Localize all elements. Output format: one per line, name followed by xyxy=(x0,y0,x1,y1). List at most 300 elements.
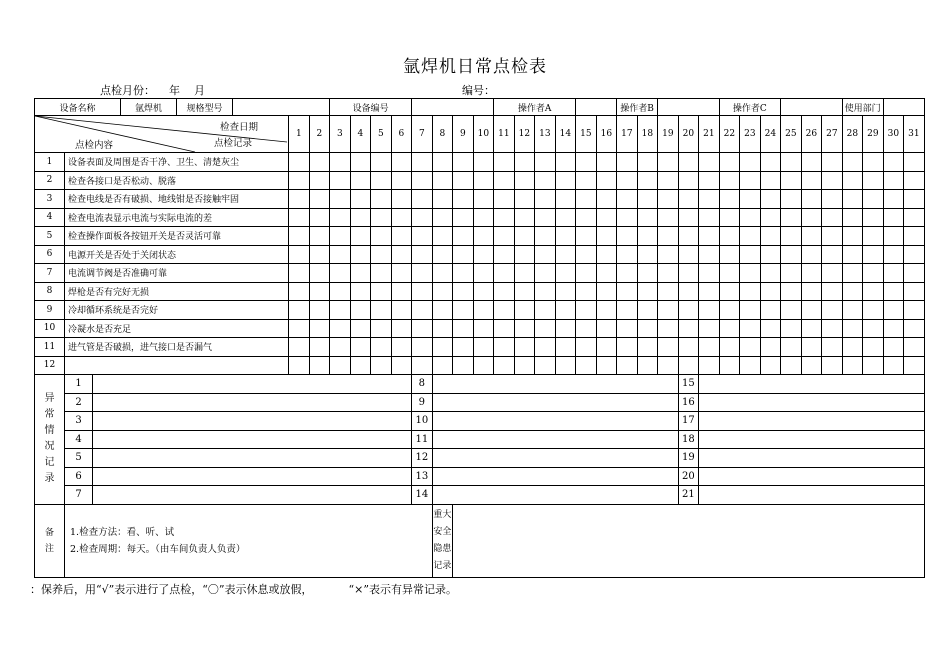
day-header: 27 xyxy=(822,116,843,153)
check-cell xyxy=(514,282,535,301)
check-cell xyxy=(904,245,925,264)
day-header: 18 xyxy=(637,116,658,153)
check-cell xyxy=(781,245,802,264)
check-cell xyxy=(371,227,392,246)
check-cell xyxy=(637,227,658,246)
check-cell xyxy=(453,190,474,209)
check-cell xyxy=(699,319,720,338)
hazard-label-line: 隐患 xyxy=(433,543,452,554)
check-cell xyxy=(699,190,720,209)
check-cell xyxy=(822,153,843,172)
check-cell xyxy=(822,190,843,209)
check-cell xyxy=(391,227,412,246)
check-cell xyxy=(391,208,412,227)
check-cell xyxy=(309,356,330,375)
check-cell xyxy=(699,264,720,283)
check-cell xyxy=(473,356,494,375)
abnormal-no: 19 xyxy=(678,449,699,468)
check-cell xyxy=(432,227,453,246)
check-cell xyxy=(412,356,433,375)
check-cell xyxy=(576,338,597,357)
check-cell xyxy=(617,171,638,190)
table-row xyxy=(35,430,925,449)
check-cell xyxy=(658,264,679,283)
check-cell xyxy=(904,356,925,375)
operator-c-label: 操作者C xyxy=(719,99,781,116)
abnormal-record xyxy=(432,412,678,431)
remarks-label xyxy=(35,504,65,577)
check-cell xyxy=(371,301,392,320)
check-cell xyxy=(494,301,515,320)
check-cell xyxy=(391,245,412,264)
check-cell xyxy=(330,282,351,301)
check-cell xyxy=(617,208,638,227)
check-cell xyxy=(330,208,351,227)
check-cell xyxy=(535,245,556,264)
check-cell xyxy=(904,153,925,172)
check-cell xyxy=(391,282,412,301)
check-cell xyxy=(514,227,535,246)
check-cell xyxy=(822,301,843,320)
check-cell xyxy=(494,171,515,190)
check-cell xyxy=(555,190,576,209)
check-cell xyxy=(617,245,638,264)
check-cell xyxy=(781,190,802,209)
check-cell xyxy=(637,208,658,227)
check-cell xyxy=(863,338,884,357)
check-cell xyxy=(883,245,904,264)
check-cell xyxy=(904,282,925,301)
check-cell xyxy=(494,356,515,375)
check-cell xyxy=(801,356,822,375)
check-cell xyxy=(514,356,535,375)
check-cell xyxy=(330,338,351,357)
check-cell xyxy=(514,338,535,357)
check-cell xyxy=(473,264,494,283)
abnormal-record xyxy=(699,467,925,486)
check-cell xyxy=(801,264,822,283)
check-cell xyxy=(596,227,617,246)
check-cell xyxy=(699,356,720,375)
day-header: 14 xyxy=(555,116,576,153)
check-cell xyxy=(371,319,392,338)
check-cell xyxy=(535,153,556,172)
check-cell xyxy=(555,301,576,320)
check-cell xyxy=(678,338,699,357)
check-cell xyxy=(535,190,556,209)
check-cell xyxy=(494,208,515,227)
day-header: 6 xyxy=(391,116,412,153)
check-cell xyxy=(453,338,474,357)
table-row xyxy=(35,486,925,505)
abnormal-record xyxy=(699,430,925,449)
check-cell xyxy=(309,282,330,301)
item-text: 电流调节阀是否准确可靠 xyxy=(65,264,289,283)
day-header: 13 xyxy=(535,116,556,153)
check-cell xyxy=(514,153,535,172)
check-cell xyxy=(309,171,330,190)
check-cell xyxy=(637,338,658,357)
check-cell xyxy=(412,301,433,320)
item-no: 11 xyxy=(35,338,65,357)
day-header: 25 xyxy=(781,116,802,153)
check-cell xyxy=(412,245,433,264)
department-label: 使用部门 xyxy=(842,99,883,116)
check-cell xyxy=(617,153,638,172)
check-cell xyxy=(781,301,802,320)
item-text: 检查各接口是否松动、脱落 xyxy=(65,171,289,190)
day-header: 11 xyxy=(494,116,515,153)
check-cell xyxy=(412,171,433,190)
check-cell xyxy=(904,190,925,209)
check-cell xyxy=(842,190,863,209)
device-name-label: 设备名称 xyxy=(35,99,121,116)
abnormal-no: 16 xyxy=(678,393,699,412)
check-cell xyxy=(883,319,904,338)
check-cell xyxy=(596,245,617,264)
check-cell xyxy=(863,190,884,209)
check-cell xyxy=(699,245,720,264)
check-cell xyxy=(453,171,474,190)
department-value xyxy=(883,99,924,116)
check-cell xyxy=(781,338,802,357)
check-cell xyxy=(699,301,720,320)
hazard-record xyxy=(453,504,925,577)
check-cell xyxy=(842,264,863,283)
day-header: 19 xyxy=(658,116,679,153)
abnormal-no: 5 xyxy=(65,449,93,468)
check-cell xyxy=(719,319,740,338)
check-cell xyxy=(658,227,679,246)
check-cell xyxy=(391,171,412,190)
check-cell xyxy=(432,153,453,172)
check-cell xyxy=(699,171,720,190)
check-cell xyxy=(535,208,556,227)
check-cell xyxy=(678,301,699,320)
device-no-value xyxy=(412,99,494,116)
check-cell xyxy=(863,153,884,172)
check-cell xyxy=(350,171,371,190)
check-cell xyxy=(432,208,453,227)
check-cell xyxy=(494,319,515,338)
check-cell xyxy=(391,190,412,209)
model-value xyxy=(233,99,330,116)
check-cell xyxy=(555,171,576,190)
check-cell xyxy=(883,282,904,301)
check-cell xyxy=(883,190,904,209)
check-cell xyxy=(760,264,781,283)
check-cell xyxy=(432,301,453,320)
check-cell xyxy=(330,171,351,190)
check-cell xyxy=(473,319,494,338)
check-cell xyxy=(371,208,392,227)
hazard-label xyxy=(432,504,453,577)
check-cell xyxy=(760,245,781,264)
check-cell xyxy=(801,282,822,301)
check-cell xyxy=(822,282,843,301)
check-cell xyxy=(514,190,535,209)
abnormal-record xyxy=(93,412,412,431)
check-cell xyxy=(412,153,433,172)
abnormal-record xyxy=(432,467,678,486)
check-cell xyxy=(330,153,351,172)
check-cell xyxy=(822,319,843,338)
check-cell xyxy=(801,319,822,338)
check-cell xyxy=(432,319,453,338)
check-cell xyxy=(637,171,658,190)
check-cell xyxy=(596,264,617,283)
remarks-label-char: 备 xyxy=(44,527,54,538)
check-cell xyxy=(555,338,576,357)
check-cell xyxy=(719,171,740,190)
check-cell xyxy=(576,171,597,190)
check-cell xyxy=(576,190,597,209)
check-cell xyxy=(391,264,412,283)
check-cell xyxy=(432,171,453,190)
footer-note-part2: “×”表示有异常记录。 xyxy=(348,583,457,596)
check-cell xyxy=(555,282,576,301)
remarks-line-1: 1.检查方法：看、听、试 xyxy=(70,526,175,538)
page-title: 氩焊机日常点检表 xyxy=(403,57,547,77)
remarks-label-char: 注 xyxy=(44,543,54,554)
check-cell xyxy=(412,338,433,357)
check-cell xyxy=(309,264,330,283)
item-no: 10 xyxy=(35,319,65,338)
abnormal-record xyxy=(93,449,412,468)
abnormal-no: 20 xyxy=(678,467,699,486)
check-cell xyxy=(391,153,412,172)
abnormal-label-char: 异 xyxy=(44,393,55,405)
check-cell xyxy=(801,171,822,190)
day-header: 31 xyxy=(904,116,925,153)
table-row xyxy=(35,393,925,412)
check-cell xyxy=(596,171,617,190)
check-cell xyxy=(842,301,863,320)
check-cell xyxy=(371,282,392,301)
check-cell xyxy=(576,356,597,375)
check-cell xyxy=(760,227,781,246)
check-cell xyxy=(760,153,781,172)
device-name-value: 氩焊机 xyxy=(121,99,177,116)
check-cell xyxy=(576,208,597,227)
abnormal-label-char: 况 xyxy=(44,441,55,453)
check-cell xyxy=(658,356,679,375)
check-cell xyxy=(535,282,556,301)
check-cell xyxy=(494,153,515,172)
abnormal-record xyxy=(93,486,412,505)
check-cell xyxy=(289,356,310,375)
check-cell xyxy=(453,356,474,375)
check-cell xyxy=(371,264,392,283)
check-cell xyxy=(801,190,822,209)
day-header: 5 xyxy=(371,116,392,153)
table-row xyxy=(35,245,925,264)
check-cell xyxy=(822,264,843,283)
table-row xyxy=(35,467,925,486)
check-cell xyxy=(391,319,412,338)
check-cell xyxy=(658,208,679,227)
hazard-label-line: 记录 xyxy=(433,560,452,571)
check-cell xyxy=(371,245,392,264)
check-cell xyxy=(289,338,310,357)
check-cell xyxy=(760,338,781,357)
check-cell xyxy=(719,190,740,209)
abnormal-label-char: 情 xyxy=(44,425,55,437)
abnormal-no: 1 xyxy=(65,375,93,394)
check-cell xyxy=(760,171,781,190)
check-cell xyxy=(719,153,740,172)
check-cell xyxy=(719,282,740,301)
check-cell xyxy=(350,319,371,338)
check-cell xyxy=(637,264,658,283)
inspection-table xyxy=(34,98,925,578)
day-header: 10 xyxy=(473,116,494,153)
check-cell xyxy=(719,356,740,375)
check-cell xyxy=(842,319,863,338)
abnormal-no: 18 xyxy=(678,430,699,449)
operator-a-value xyxy=(576,99,617,116)
check-cell xyxy=(781,227,802,246)
check-cell xyxy=(863,264,884,283)
check-cell xyxy=(781,153,802,172)
check-cell xyxy=(289,301,310,320)
check-cell xyxy=(535,338,556,357)
check-cell xyxy=(576,282,597,301)
check-cell xyxy=(781,171,802,190)
check-cell xyxy=(289,227,310,246)
check-cell xyxy=(719,245,740,264)
check-cell xyxy=(842,227,863,246)
item-text: 冷却循环系统是否完好 xyxy=(65,301,289,320)
check-cell xyxy=(391,338,412,357)
check-cell xyxy=(330,227,351,246)
check-cell xyxy=(412,282,433,301)
check-cell xyxy=(863,227,884,246)
check-cell xyxy=(740,227,761,246)
abnormal-no: 6 xyxy=(65,467,93,486)
check-cell xyxy=(637,190,658,209)
item-text: 冷凝水是否充足 xyxy=(65,319,289,338)
check-cell xyxy=(535,264,556,283)
check-cell xyxy=(350,301,371,320)
check-cell xyxy=(576,319,597,338)
check-cell xyxy=(412,227,433,246)
check-cell xyxy=(494,282,515,301)
check-cell xyxy=(740,153,761,172)
check-cell xyxy=(822,171,843,190)
day-header: 12 xyxy=(514,116,535,153)
check-cell xyxy=(760,319,781,338)
check-cell xyxy=(842,338,863,357)
check-cell xyxy=(637,356,658,375)
abnormal-record xyxy=(699,486,925,505)
check-cell xyxy=(883,208,904,227)
check-cell xyxy=(699,153,720,172)
check-cell xyxy=(289,245,310,264)
table-row xyxy=(35,504,925,577)
item-no: 7 xyxy=(35,264,65,283)
check-cell xyxy=(658,301,679,320)
check-cell xyxy=(596,190,617,209)
check-cell xyxy=(658,171,679,190)
check-cell xyxy=(453,245,474,264)
check-cell xyxy=(658,319,679,338)
check-cell xyxy=(330,190,351,209)
item-no: 6 xyxy=(35,245,65,264)
check-cell xyxy=(412,264,433,283)
check-cell xyxy=(822,338,843,357)
check-cell xyxy=(637,319,658,338)
operator-b-value xyxy=(658,99,720,116)
abnormal-label-char: 记 xyxy=(44,457,55,469)
check-cell xyxy=(801,338,822,357)
check-cell xyxy=(678,282,699,301)
check-cell xyxy=(555,208,576,227)
check-cell xyxy=(412,190,433,209)
item-text: 进气管是否破损，进气接口是否漏气 xyxy=(65,338,289,357)
check-cell xyxy=(637,282,658,301)
check-cell xyxy=(678,190,699,209)
check-cell xyxy=(617,282,638,301)
item-no: 12 xyxy=(35,356,65,375)
check-cell xyxy=(391,301,412,320)
check-cell xyxy=(453,208,474,227)
check-cell xyxy=(904,171,925,190)
abnormal-no: 21 xyxy=(678,486,699,505)
day-header: 17 xyxy=(617,116,638,153)
abnormal-no: 3 xyxy=(65,412,93,431)
item-text: 焊枪是否有完好无损 xyxy=(65,282,289,301)
check-cell xyxy=(535,171,556,190)
item-no: 2 xyxy=(35,171,65,190)
check-cell xyxy=(822,356,843,375)
item-no: 3 xyxy=(35,190,65,209)
check-cell xyxy=(330,301,351,320)
check-cell xyxy=(740,245,761,264)
check-cell xyxy=(453,264,474,283)
check-cell xyxy=(842,208,863,227)
abnormal-record xyxy=(93,393,412,412)
check-record-label: 点检记录 xyxy=(214,138,253,149)
check-cell xyxy=(330,264,351,283)
day-header: 29 xyxy=(863,116,884,153)
item-no: 1 xyxy=(35,153,65,172)
item-no: 4 xyxy=(35,208,65,227)
check-cell xyxy=(842,356,863,375)
check-cell xyxy=(494,264,515,283)
check-cell xyxy=(453,227,474,246)
check-cell xyxy=(678,227,699,246)
check-cell xyxy=(576,245,597,264)
item-text xyxy=(65,356,289,375)
day-header: 7 xyxy=(412,116,433,153)
check-cell xyxy=(576,227,597,246)
check-cell xyxy=(350,190,371,209)
check-cell xyxy=(350,338,371,357)
check-cell xyxy=(555,227,576,246)
table-row xyxy=(35,356,925,375)
diagonal-header xyxy=(35,116,289,153)
check-cell xyxy=(904,319,925,338)
check-cell xyxy=(740,190,761,209)
check-cell xyxy=(432,282,453,301)
check-cell xyxy=(576,301,597,320)
check-cell xyxy=(740,264,761,283)
check-cell xyxy=(596,338,617,357)
table-row xyxy=(35,449,925,468)
check-cell xyxy=(801,301,822,320)
item-no: 8 xyxy=(35,282,65,301)
